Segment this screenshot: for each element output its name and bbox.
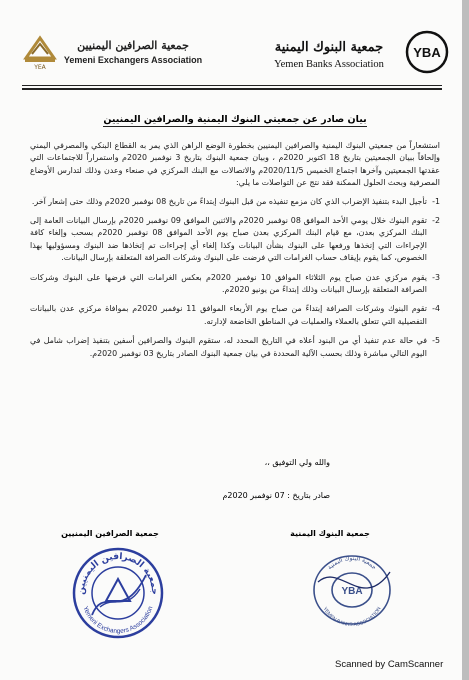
header-divider-thick: [22, 88, 442, 90]
svg-text:YEMEN BANKS ASSOCIATION: YEMEN BANKS ASSOCIATION: [321, 606, 383, 627]
banks-name-en: Yemen Banks Association: [274, 59, 384, 70]
svg-text:جمعية الصرافين اليمنيين: جمعية الصرافين اليمنيين: [76, 551, 160, 596]
banks-logo-icon: [405, 30, 449, 74]
exchangers-logo-icon: [20, 30, 60, 70]
banks-stamp-icon: [310, 552, 395, 627]
intro-paragraph: استشعاراً من جمعيتي البنوك اليمنية والصرافين اليمنيين بخطورة الوضع الراهن الذي يمر به القطاع البنكي والمصرفي اليمني وإلحاقاً ببيان الجمعيتين بتاريخ 18 اكتوبر 2020م ، وبيان جمعية البنوك بتاريخ 3 نوفمبر 2020م واستمراراً للاجتماعات التي عقدتها الجمعيتين وآخرها اجتماع الخميس 2020/11/5م والاتصالات مع البنك المركزي في صنعاء وعدن وذلك لتدارس الأوضاع المصرفية وبحث الحلول الممكنة فقد نتج عن التواصلات ما يلي:: [30, 141, 441, 188]
list-item: 4- تقوم البنوك وشركات الصرافة إبتداءً من صباح يوم الأربعاء الموافق 11 نوفمبر 2020م بموافاة مركزي عدن بالبيانات التفصيلية التي تتعلق بالعملاء والعمليات في المناطق الخاضعة لإدارته.: [30, 304, 440, 326]
page-edge-shadow: [462, 0, 469, 680]
banks-name-ar: جمعية البنوك اليمنية: [274, 40, 384, 55]
statement-body: [30, 140, 440, 367]
header-divider: [22, 85, 442, 86]
svg-text:Yemeni Exchangers Association: Yemeni Exchangers Association: [81, 605, 155, 636]
svg-text:YBA: YBA: [413, 45, 441, 60]
exchangers-header: [20, 30, 205, 72]
scanner-watermark: Scanned by CamScanner: [335, 659, 444, 670]
issue-date: صادر بتاريخ : 07 نوفمبر 2020م: [222, 491, 330, 500]
banks-header: [255, 30, 450, 76]
closing-line: والله ولي التوفيق ،،: [264, 458, 330, 467]
list-item: 5- في حالة عدم تنفيذ أي من البنود أعلاه في التاريخ المحدد له، ستقوم البنوك والصرافين أسفين بتنفيذ إضراب شامل في اليوم التالي مباشرة وذلك بحسب الآلية المحددة في بيان جمعية البنوك الصادر بتاريخ 03 نوفمبر 2020م.: [30, 336, 440, 358]
statement-title: بيان صادر عن جمعيتي البنوك اليمنية والصرافين اليمنيين: [103, 114, 367, 125]
list-item: 3- يقوم مركزي عدن صباح يوم الثلاثاء الموافق 10 نوفمبر 2020م بعكس الغرامات التي فرضها على البنوك وشركات الصرافة المتعلقة بإرسال البيانات وذلك إبتداءً من يونيو 2020م.: [30, 272, 440, 295]
list-item: 2- تقوم البنوك خلال يومي الأحد الموافق 08 نوفمبر 2020م والاثنين الموافق 09 نوفمبر 2020م بإرسال البيانات العامة إلى البنك المركزي بعدن، مع قيام البنك المركزي بعدن صباح يوم الأحد الموافق 08 نوفمبر 2020م بسحب وإلغاء كافة الإجراءات التي إتخذها ورفعها على البنوك بشأن البيانات وكذا إلغاء أي إجراءات تم إتخاذها ضد البنوك ومسؤوليها بهذا الخصوص، كما يقوم بإيقاف حساب الغرامات التي فرضت على البنوك وشركات الصرافة المتعلقة بإرسال البيانات.: [30, 216, 440, 263]
svg-text:YBA: YBA: [341, 586, 363, 597]
exchangers-name-en: Yemeni Exchangers Association: [63, 55, 203, 65]
list-item: 1- تأجيل البدء بتنفيذ الإضراب الذي كان مزمع تنفيذه من قبل البنوك إبتداءً من تاريخ 08 نوفمبر 2020م وذلك حتى إشعار آخر.: [31, 196, 440, 206]
exchangers-signature-label: جمعية الصرافين اليمنيين: [61, 529, 159, 538]
exchangers-stamp-icon: [70, 545, 165, 640]
svg-text:YEA: YEA: [34, 64, 46, 70]
exchangers-name-ar: جمعية الصرافين اليمنيين: [77, 39, 189, 52]
banks-signature-label: جمعية البنوك اليمنية: [290, 529, 370, 538]
svg-text:جمعية البنوك اليمنية: جمعية البنوك اليمنية: [326, 554, 378, 572]
